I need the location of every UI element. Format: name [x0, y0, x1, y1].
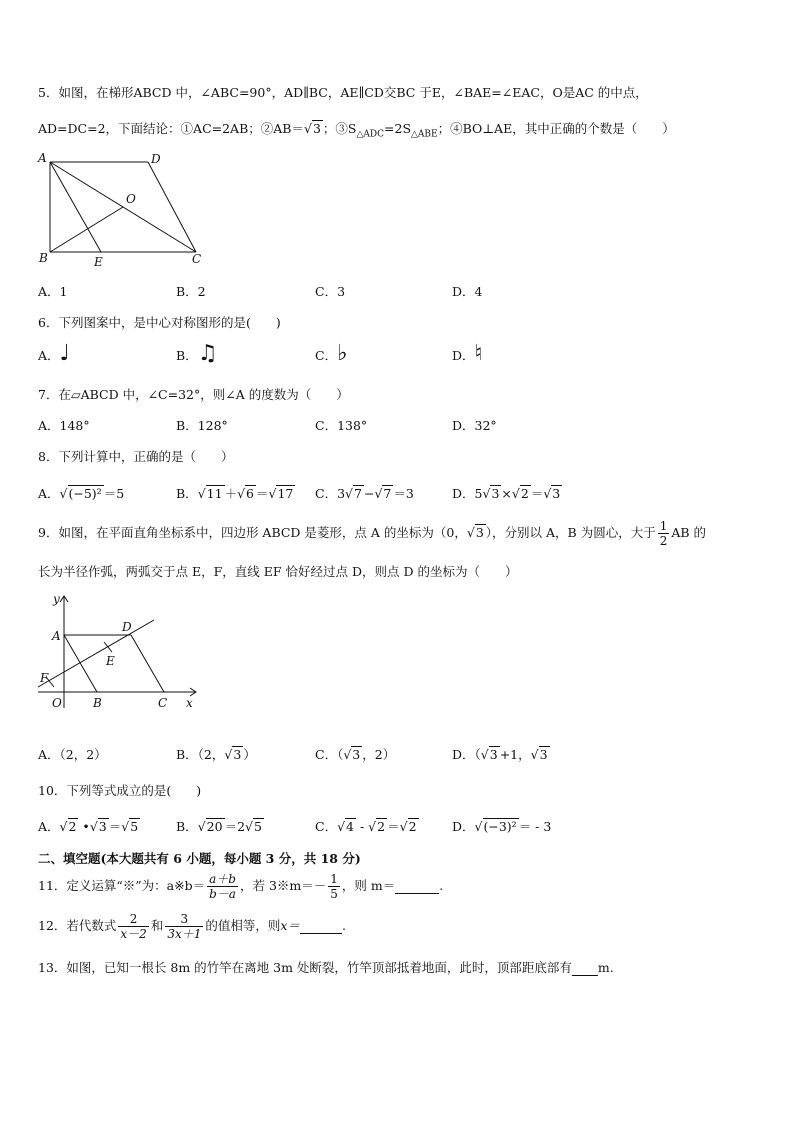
flat-sign-icon: ♭ [337, 341, 348, 366]
q5-option-b: B．2 [176, 284, 206, 299]
q13: 13．如图，已知一根长 8m 的竹竿在离地 3m 处断裂，竹竿顶部抵着地面，此时，顶部距底部有 m. [38, 960, 614, 975]
arc-mark-E [104, 642, 112, 652]
q10-stem: 10．下列等式成立的是( ) [38, 783, 202, 798]
beamed-notes-icon: ♫ [197, 341, 218, 366]
label-C: C [192, 252, 202, 266]
label-D: D [122, 620, 132, 634]
answer-blank[interactable] [395, 878, 439, 894]
q9-line2: 长为半径作弧，两弧交于点 E，F，直线 EF 恰好经过点 D，则点 D 的坐标为（ ） [38, 564, 518, 579]
segment-AB [64, 635, 97, 692]
q5-option-d: D．4 [452, 284, 483, 299]
segment-DC [131, 635, 164, 692]
segment-AE [50, 162, 101, 252]
answer-blank[interactable] [300, 918, 342, 934]
q7-option-d: D．32° [452, 418, 497, 433]
q5-line2: AD=DC=2，下面结论：①AC=2AB；②AB＝√3 ；$③S_{\triangle ADC}=2S_{\triangle ABE}$；④BO⊥AE，其中正确的个数是（ ） [38, 121, 675, 140]
q7-option-a: A．148° [38, 418, 90, 433]
q9-option-c: C．（√3 ，2） [315, 747, 396, 762]
q8-option-d: D．5√3 ×√2 ＝√3 [452, 486, 561, 501]
label-O: O [126, 192, 136, 206]
label-E: E [94, 255, 103, 269]
label-D: D [151, 152, 161, 166]
q9-half-fraction: $\frac{1}{2}$ [659, 519, 668, 548]
segment-DC [148, 162, 196, 252]
q8-option-c: C．3√7 −√7 ＝3 [315, 486, 414, 501]
q6-option-a: A．♩ [38, 341, 70, 366]
label-B: B [93, 696, 102, 710]
label-B: B [39, 251, 48, 265]
q5-option-c: C．3 [315, 284, 346, 299]
quarter-note-icon: ♩ [59, 341, 70, 366]
label-O: O [52, 696, 62, 710]
q6-stem: 6．下列图案中，是中心对称图形的是( ) [38, 315, 281, 330]
label-A: A [52, 629, 61, 643]
q10-option-c: C．√4 - √2 ＝√2 [315, 819, 417, 834]
q6-option-b: B．♫ [176, 341, 218, 366]
q10-option-d: D．√(−3)² ＝ - 3 [452, 819, 552, 834]
q5-line1: 5．如图，在梯形ABCD 中，∠ABC=90°，AD∥BC，AE∥CD交BC 于E，∠BAE=∠EAC，O是AC 的中点， [38, 85, 648, 100]
q8-option-b: B．√11 ＋√6 ＝√17 [176, 486, 294, 501]
label-F: F [40, 671, 49, 685]
q9-option-d: D．（√3 +1，√3 [452, 747, 548, 762]
natural-sign-icon: ♮ [474, 341, 483, 366]
q8-stem: 8．下列计算中，正确的是（ ） [38, 449, 234, 464]
q9-rhombus-figure [36, 590, 206, 712]
segment-BO [50, 207, 123, 252]
q9-option-b: B．（2，√3 ） [176, 747, 256, 762]
q6-option-d: D．♮ [452, 341, 483, 366]
q12: 12．若代数式 $\frac{2}{x-2}$ 和 $\frac{3}{3x+1}$ 的值相等，则x＝ . [38, 912, 346, 941]
section-title-fill-blank: 二、填空题(本大题共有 6 小题，每小题 3 分，共 18 分) [38, 851, 361, 866]
answer-blank[interactable] [572, 960, 598, 976]
q7-stem: 7．在▱ABCD 中，∠C=32°，则∠A 的度数为（ ） [38, 387, 349, 402]
q7-option-c: C．138° [315, 418, 368, 433]
q9-line1: 9．如图，在平面直角坐标系中，四边形 ABCD 是菱形，点 A 的坐标为（0，√3 ），分别以 A，B 为圆心，大于 $\frac{1}{2}$ AB 的 [38, 519, 707, 548]
q10-option-b: B．√20 ＝2√5 [176, 819, 262, 834]
q8-option-a: A．√(−5)² ＝5 [38, 486, 125, 501]
q10-option-a: A．√2 •√3 ＝√5 [38, 819, 139, 834]
axis-label-y: y [53, 592, 60, 606]
q6-option-c: C．♭ [315, 341, 348, 366]
q5-trapezoid-figure [36, 150, 208, 270]
label-C: C [158, 696, 168, 710]
q5-option-a: A．1 [38, 284, 68, 299]
label-A: A [38, 151, 47, 165]
q7-option-b: B．128° [176, 418, 228, 433]
q9-option-a: A．（2，2） [38, 747, 107, 762]
axis-label-x: x [186, 696, 193, 710]
q11: 11．定义运算“※”为：a※b＝ $\frac{a+b}{b-a}$ ，若 3※m＝－ $\frac{1}{5}$ ，则 m＝ . [38, 872, 444, 901]
label-E: E [106, 654, 115, 668]
